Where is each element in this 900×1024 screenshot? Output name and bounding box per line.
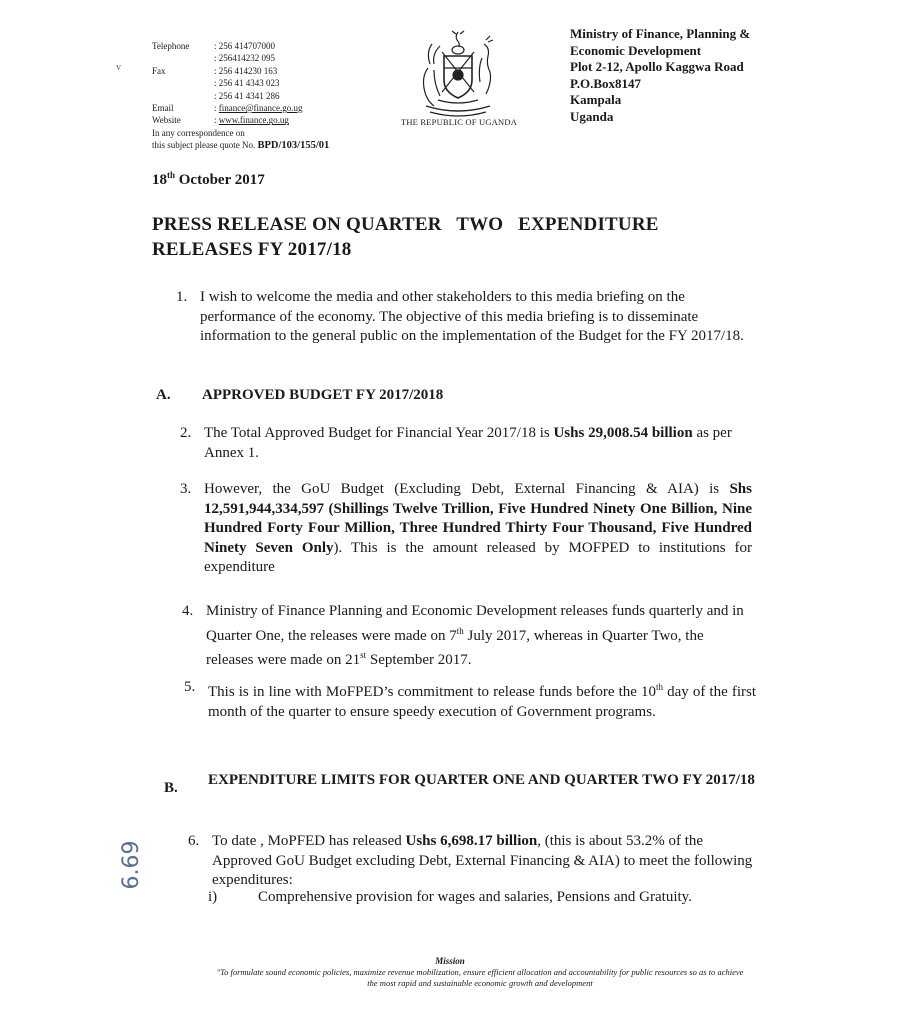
contact-value: : 256 41 4343 023 <box>214 78 280 89</box>
contact-label <box>152 77 214 89</box>
contact-value: : 256414232 095 <box>214 53 276 64</box>
contact-row-website: Website : www.finance.go.ug <box>152 115 289 126</box>
ministry-line: Kampala <box>570 92 622 108</box>
contact-row-fax-3 <box>152 90 329 102</box>
reference-number: BPD/103/155/01 <box>257 140 330 152</box>
contact-label: Telephone <box>152 41 190 51</box>
contact-row-fax-2 <box>152 77 329 89</box>
list-item-text: Comprehensive provision for wages and salaries, Pensions and Gratuity. <box>258 889 692 905</box>
reference-label: this subject please quote No. <box>152 140 256 151</box>
ministry-address <box>570 26 750 126</box>
ministry-line: Economic Development <box>570 42 702 58</box>
republic-caption: THE REPUBLIC OF UGANDA <box>400 117 518 127</box>
total-budget-amount: Ushs 29,008.54 billion <box>553 425 693 441</box>
title-line: RELEASES FY 2017/18 <box>152 239 352 260</box>
document-title <box>152 212 792 262</box>
contact-value: : 256 41 4341 286 <box>214 90 280 101</box>
paragraph-number: 4. <box>182 603 194 619</box>
paragraph-6: 6. To date , MoPFED has released Ushs 6,698.17 billion, (this is about 53.2% of the Approved GoU Budget excluding Debt, External Financing & AIA) to meet the following expenditures: <box>188 833 753 888</box>
paragraph-5: 5. This is in line with MoFPED’s commitment to release funds before the 10th day of the first month of the quarter to ensure speedy execution of Government programs. <box>184 679 756 720</box>
contact-label: Website <box>152 115 181 126</box>
coat-of-arms-emblem <box>412 28 504 122</box>
ministry-line: Ministry of Finance, Planning & <box>570 26 751 41</box>
section-b-heading <box>164 770 864 814</box>
mission-title: Mission <box>435 956 465 966</box>
coat-of-arms-icon <box>412 28 504 122</box>
paragraph-number: 2. <box>180 425 192 441</box>
paragraph-3: 3. However, the GoU Budget (Excluding Debt, External Financing & AIA) is Shs 12,591,944,334,597 (Shillings Twelve Trillion, Five Hundred Ninety One Billion, Nine Hundred Forty Four Million, Three Hundred Thirty Four Thousand, Five Hundred Ninety Seven Only). This is the amount released by MOFPED to institutions for expenditure <box>180 481 752 575</box>
paragraph-4: 4. Ministry of Finance Planning and Economic Development releases funds quarterly and in Quarter One, the releases were made on 7th July 2017, whereas in Quarter Two, the releases were made on 21st September 2017. <box>182 603 744 668</box>
contact-row-email: Email : finance@finance.go.ug <box>152 103 303 114</box>
reference-line-1: In any correspondence on <box>152 127 245 138</box>
section-title: EXPENDITURE LIMITS FOR QUARTER ONE AND QUARTER TWO FY 2017/18 <box>208 772 755 788</box>
contact-row-telephone-2 <box>152 52 329 64</box>
list-item-number: i) <box>208 889 218 905</box>
contact-label <box>152 52 214 64</box>
email-link[interactable]: finance@finance.go.ug <box>218 103 303 114</box>
paragraph-1 <box>176 288 752 347</box>
section-title: APPROVED BUDGET FY 2017/2018 <box>202 387 444 403</box>
contact-label <box>152 90 214 102</box>
website-link[interactable]: www.finance.go.ug <box>218 115 289 126</box>
contact-value: : 256 414230 163 <box>214 65 278 76</box>
contact-label: Email <box>152 103 174 114</box>
paragraph-text: I wish to welcome the media and other stakeholders to this media briefing on the performance of the economy. The objective of this media briefing is to disseminate information to the general public on the implementation of the Budget for the FY 2017/18. <box>200 289 744 344</box>
ministry-line: Uganda <box>570 108 614 124</box>
paragraph-number: 6. <box>188 833 200 849</box>
contact-value: : 256 414707000 <box>214 41 276 51</box>
contact-block <box>152 40 329 153</box>
contact-row-fax <box>152 65 329 77</box>
ministry-line: P.O.Box8147 <box>570 75 642 91</box>
stray-mark: v <box>116 62 121 73</box>
section-a-heading <box>156 385 856 407</box>
mission-line-2: the most rapid and sustainable economic growth and development <box>367 978 593 988</box>
released-amount: Ushs 6,698.17 billion <box>405 833 538 849</box>
title-line: PRESS RELEASE ON QUARTER TWO EXPENDITURE <box>152 214 659 235</box>
contact-row-telephone <box>152 40 329 52</box>
handwritten-annotation: 6.69 <box>118 840 144 890</box>
paragraph-number: 3. <box>180 481 192 497</box>
section-letter: B. <box>164 780 178 796</box>
mission-line-1: "To formulate sound economic policies, maximize revenue mobilization, ensure efficient allocation and accountability for public resources so as to achieve <box>216 967 744 977</box>
gou-budget-amount: Shs 12,591,944,334,597 (Shillings Twelve Trillion, Five Hundred Ninety One Billion, Nine Hundred Forty Four Million, Three Hundred Thirty Four Thousand, Five Hundred Ninety Seven Only <box>204 481 752 556</box>
contact-label: Fax <box>152 65 166 76</box>
paragraph-number: 5. <box>184 679 196 695</box>
paragraph-number: 1. <box>176 289 188 305</box>
ministry-line: Plot 2-12, Apollo Kaggwa Road <box>570 59 744 75</box>
reference-line-2 <box>152 139 329 152</box>
paragraph-2: 2. The Total Approved Budget for Financial Year 2017/18 is Ushs 29,008.54 billion as per Annex 1. <box>180 425 732 461</box>
list-item <box>208 888 768 908</box>
section-letter: A. <box>156 387 171 403</box>
document-date: 18th October 2017 <box>152 170 265 188</box>
